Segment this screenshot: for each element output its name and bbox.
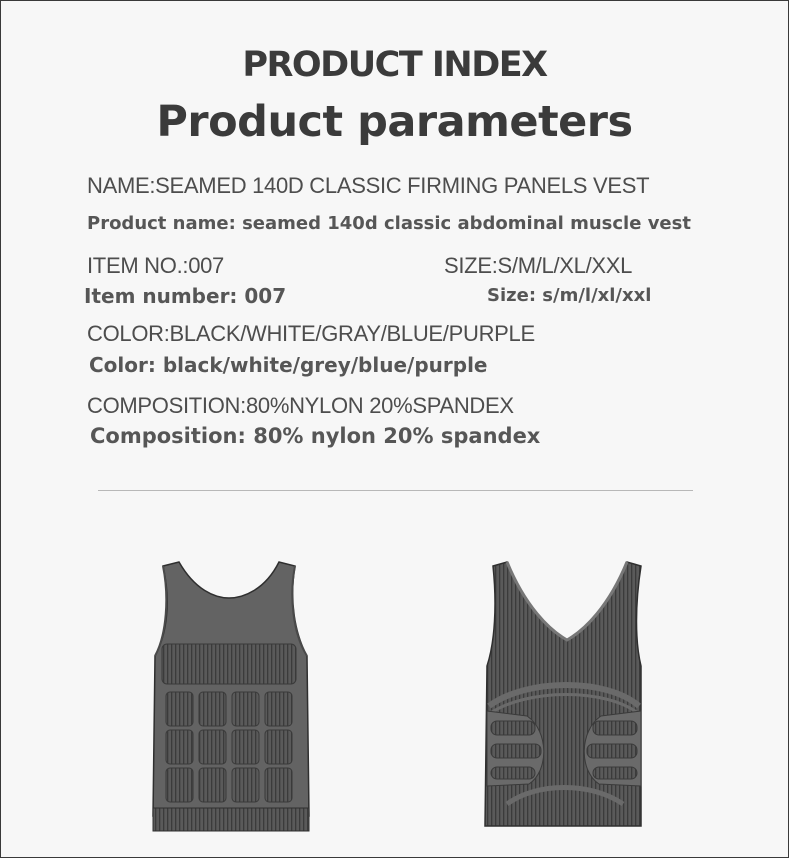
item-no-translation: Item number: 007 — [84, 284, 287, 308]
color-english: COLOR:BLACK/WHITE/GRAY/BLUE/PURPLE — [87, 321, 535, 346]
name-translation: Product name: seamed 140d classic abdominal muscle vest — [87, 213, 691, 234]
size-english: SIZE:S/M/L/XL/XXL — [444, 253, 633, 278]
vest-back-image — [467, 556, 667, 836]
item-no-english: ITEM NO.:007 — [87, 253, 224, 278]
vest-front-image — [131, 556, 331, 836]
composition-english: COMPOSITION:80%NYLON 20%SPANDEX — [87, 393, 514, 418]
composition-translation: Composition: 80% nylon 20% spandex — [90, 424, 541, 448]
page-subtitle: Product parameters — [156, 97, 633, 147]
name-english: NAME:SEAMED 140D CLASSIC FIRMING PANELS VEST — [87, 173, 650, 198]
page-title: PRODUCT INDEX — [242, 45, 547, 85]
color-translation: Color: black/white/grey/blue/purple — [89, 353, 488, 377]
section-divider — [98, 490, 693, 491]
size-translation: Size: s/m/l/xl/xxl — [487, 285, 652, 306]
